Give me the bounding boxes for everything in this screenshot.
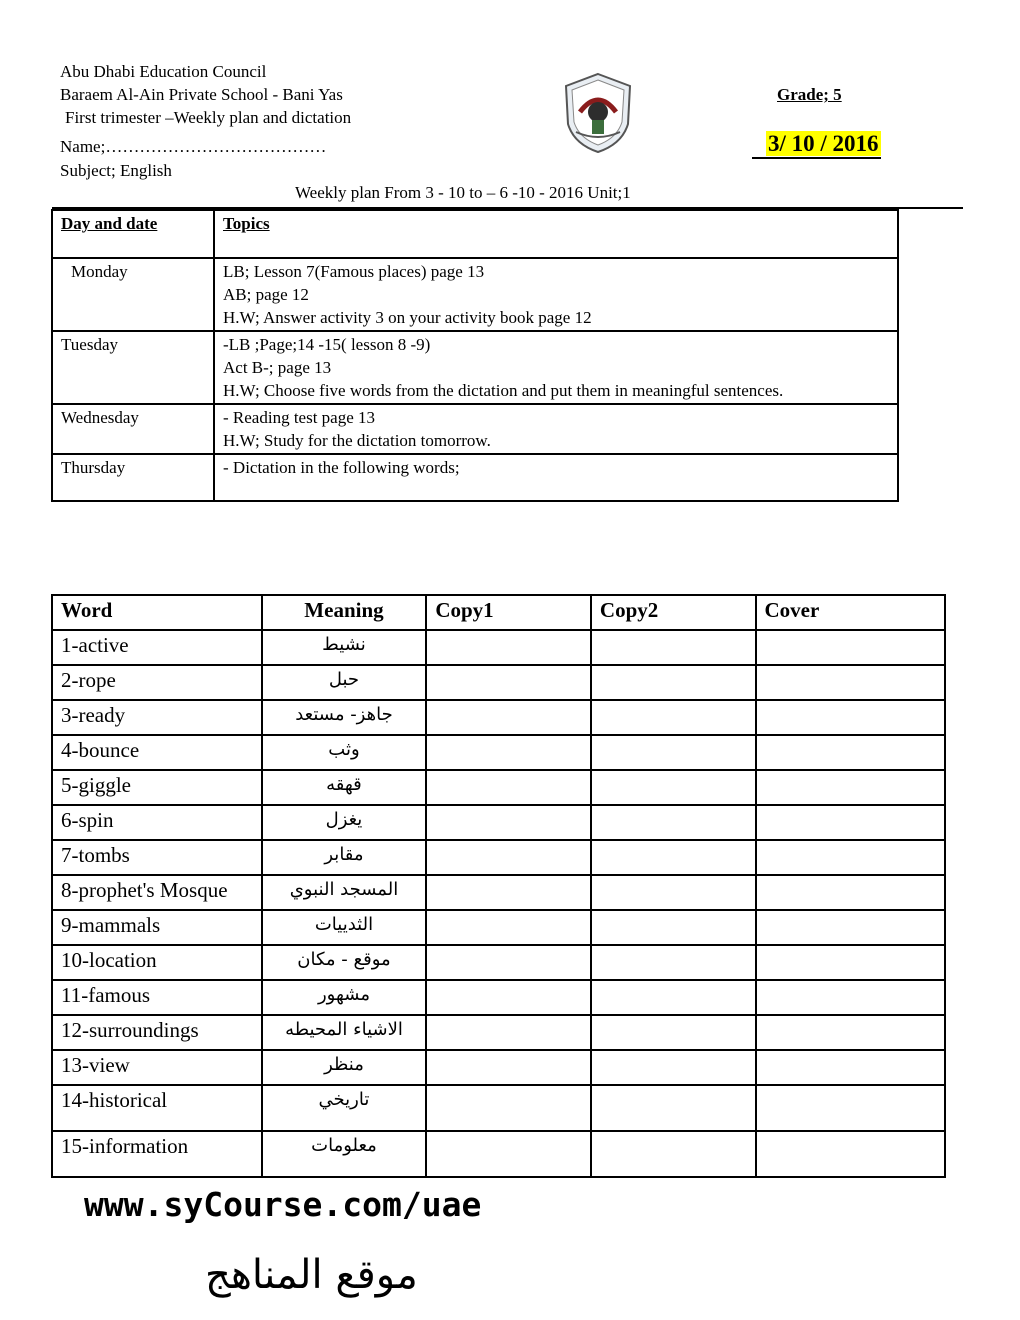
word-row [52, 980, 945, 1015]
meaning-cell: وثب [262, 735, 427, 770]
word-row [52, 700, 945, 735]
copy2-cell[interactable] [591, 1085, 756, 1131]
plan-topics [214, 404, 898, 454]
copy1-cell[interactable] [426, 735, 591, 770]
topic-line: AB; page 12 [223, 285, 309, 304]
cover-cell[interactable] [756, 840, 946, 875]
copy2-cell[interactable] [591, 1131, 756, 1177]
copy2-cell[interactable] [591, 910, 756, 945]
weekly-plan-table [51, 209, 899, 502]
plan-day: Thursday [52, 454, 214, 501]
meaning-cell: حبل [262, 665, 427, 700]
copy1-cell[interactable] [426, 980, 591, 1015]
copy1-cell[interactable] [426, 630, 591, 665]
copy2-cell[interactable] [591, 1050, 756, 1085]
arabic-site-name: موقع المناهج [205, 1252, 418, 1298]
plan-topics [214, 331, 898, 404]
word-row [52, 945, 945, 980]
school-name: Baraem Al-Ain Private School - Bani Yas [60, 85, 343, 104]
copy1-cell[interactable] [426, 700, 591, 735]
date-value: 3/ 10 / 2016 [768, 131, 879, 156]
cover-cell[interactable] [756, 700, 946, 735]
topic-line: H.W; Answer activity 3 on your activity book page 12 [223, 308, 592, 327]
word-cell: 5-giggle [52, 770, 262, 805]
copy1-cell[interactable] [426, 665, 591, 700]
cover-cell[interactable] [756, 875, 946, 910]
plan-row [52, 454, 898, 501]
plan-row [52, 258, 898, 331]
word-row [52, 1085, 945, 1131]
word-cell: 15-information [52, 1131, 262, 1177]
copy1-cell[interactable] [426, 910, 591, 945]
plan-topics [214, 454, 898, 501]
word-cell: 10-location [52, 945, 262, 980]
word-cell: 7-tombs [52, 840, 262, 875]
word-cell: 3-ready [52, 700, 262, 735]
col-cover: Cover [756, 595, 946, 630]
meaning-cell: مشهور [262, 980, 427, 1015]
cover-cell[interactable] [756, 630, 946, 665]
cover-cell[interactable] [756, 1085, 946, 1131]
col-copy1: Copy1 [426, 595, 591, 630]
cover-cell[interactable] [756, 980, 946, 1015]
word-row [52, 805, 945, 840]
topic-line: - Reading test page 13 [223, 408, 376, 427]
subject-line: Subject; English [60, 161, 172, 180]
name-line: Name;………………………………… [60, 137, 327, 156]
plan-header-topics: Topics [214, 210, 898, 258]
word-cell: 1-active [52, 630, 262, 665]
meaning-cell: موقع - مكان [262, 945, 427, 980]
word-cell: 2-rope [52, 665, 262, 700]
word-row [52, 840, 945, 875]
plan-row [52, 331, 898, 404]
copy2-cell[interactable] [591, 665, 756, 700]
copy1-cell[interactable] [426, 770, 591, 805]
word-row [52, 735, 945, 770]
meaning-cell: المسجد النبوي [262, 875, 427, 910]
copy2-cell[interactable] [591, 805, 756, 840]
word-row [52, 770, 945, 805]
copy2-cell[interactable] [591, 735, 756, 770]
copy1-cell[interactable] [426, 1131, 591, 1177]
word-cell: 13-view [52, 1050, 262, 1085]
copy2-cell[interactable] [591, 875, 756, 910]
plan-row [52, 404, 898, 454]
copy2-cell[interactable] [591, 840, 756, 875]
word-cell: 14-historical [52, 1085, 262, 1131]
words-header-row [52, 595, 945, 630]
plan-day: Monday [52, 258, 214, 331]
plan-title: First trimester –Weekly plan and dictation [65, 108, 352, 127]
copy2-cell[interactable] [591, 770, 756, 805]
cover-cell[interactable] [756, 770, 946, 805]
cover-cell[interactable] [756, 735, 946, 770]
copy1-cell[interactable] [426, 945, 591, 980]
meaning-cell: الثدييات [262, 910, 427, 945]
word-row [52, 875, 945, 910]
cover-cell[interactable] [756, 910, 946, 945]
cover-cell[interactable] [756, 945, 946, 980]
council-name: Abu Dhabi Education Council [60, 62, 267, 81]
date-label [752, 130, 881, 159]
meaning-cell: منظر [262, 1050, 427, 1085]
topic-line: LB; Lesson 7(Famous places) page 13 [223, 262, 485, 281]
school-logo [562, 72, 634, 154]
word-row [52, 630, 945, 665]
cover-cell[interactable] [756, 805, 946, 840]
copy2-cell[interactable] [591, 1015, 756, 1050]
grade-label: Grade; 5 [777, 85, 842, 104]
copy1-cell[interactable] [426, 1085, 591, 1131]
plan-header-day: Day and date [52, 210, 214, 258]
col-word: Word [52, 595, 262, 630]
word-cell: 6-spin [52, 805, 262, 840]
meaning-cell: نشيط [262, 630, 427, 665]
word-row [52, 1015, 945, 1050]
cover-cell[interactable] [756, 665, 946, 700]
cover-cell[interactable] [756, 1015, 946, 1050]
col-copy2: Copy2 [591, 595, 756, 630]
week-title: Weekly plan From 3 - 10 to – 6 -10 - 2016 Unit;1 [295, 183, 631, 202]
plan-day: Tuesday [52, 331, 214, 404]
word-row [52, 1131, 945, 1177]
topic-line: Act B-; page 13 [223, 358, 332, 377]
plan-day: Wednesday [52, 404, 214, 454]
cover-cell[interactable] [756, 1131, 946, 1177]
topic-line: H.W; Study for the dictation tomorrow. [223, 431, 491, 450]
word-cell: 4-bounce [52, 735, 262, 770]
dictation-table [51, 594, 946, 1178]
copy1-cell[interactable] [426, 840, 591, 875]
copy1-cell[interactable] [426, 805, 591, 840]
word-cell: 9-mammals [52, 910, 262, 945]
meaning-cell: مقابر [262, 840, 427, 875]
meaning-cell: جاهز- مستعد [262, 700, 427, 735]
meaning-cell: تاريخي [262, 1085, 427, 1131]
meaning-cell: الاشياء المحيطه [262, 1015, 427, 1050]
plan-header-row [52, 210, 898, 258]
word-cell: 12-surroundings [52, 1015, 262, 1050]
copy2-cell[interactable] [591, 945, 756, 980]
copy1-cell[interactable] [426, 1015, 591, 1050]
topic-line: H.W; Choose five words from the dictation and put them in meaningful sentences. [223, 381, 784, 400]
word-row [52, 665, 945, 700]
word-cell: 11-famous [52, 980, 262, 1015]
copy2-cell[interactable] [591, 700, 756, 735]
word-row [52, 910, 945, 945]
meaning-cell: معلومات [262, 1131, 427, 1177]
col-meaning: Meaning [262, 595, 427, 630]
topic-line: -LB ;Page;14 -15( lesson 8 -9) [223, 335, 431, 354]
cover-cell[interactable] [756, 1050, 946, 1085]
copy2-cell[interactable] [591, 980, 756, 1015]
topic-line: - Dictation in the following words; [223, 458, 460, 477]
plan-topics [214, 258, 898, 331]
word-cell: 8-prophet's Mosque [52, 875, 262, 910]
copy1-cell[interactable] [426, 875, 591, 910]
copy2-cell[interactable] [591, 630, 756, 665]
word-row [52, 1050, 945, 1085]
meaning-cell: قهقه [262, 770, 427, 805]
meaning-cell: يغزل [262, 805, 427, 840]
copy1-cell[interactable] [426, 1050, 591, 1085]
site-url[interactable]: www.syCourse.com/uae [84, 1185, 482, 1224]
